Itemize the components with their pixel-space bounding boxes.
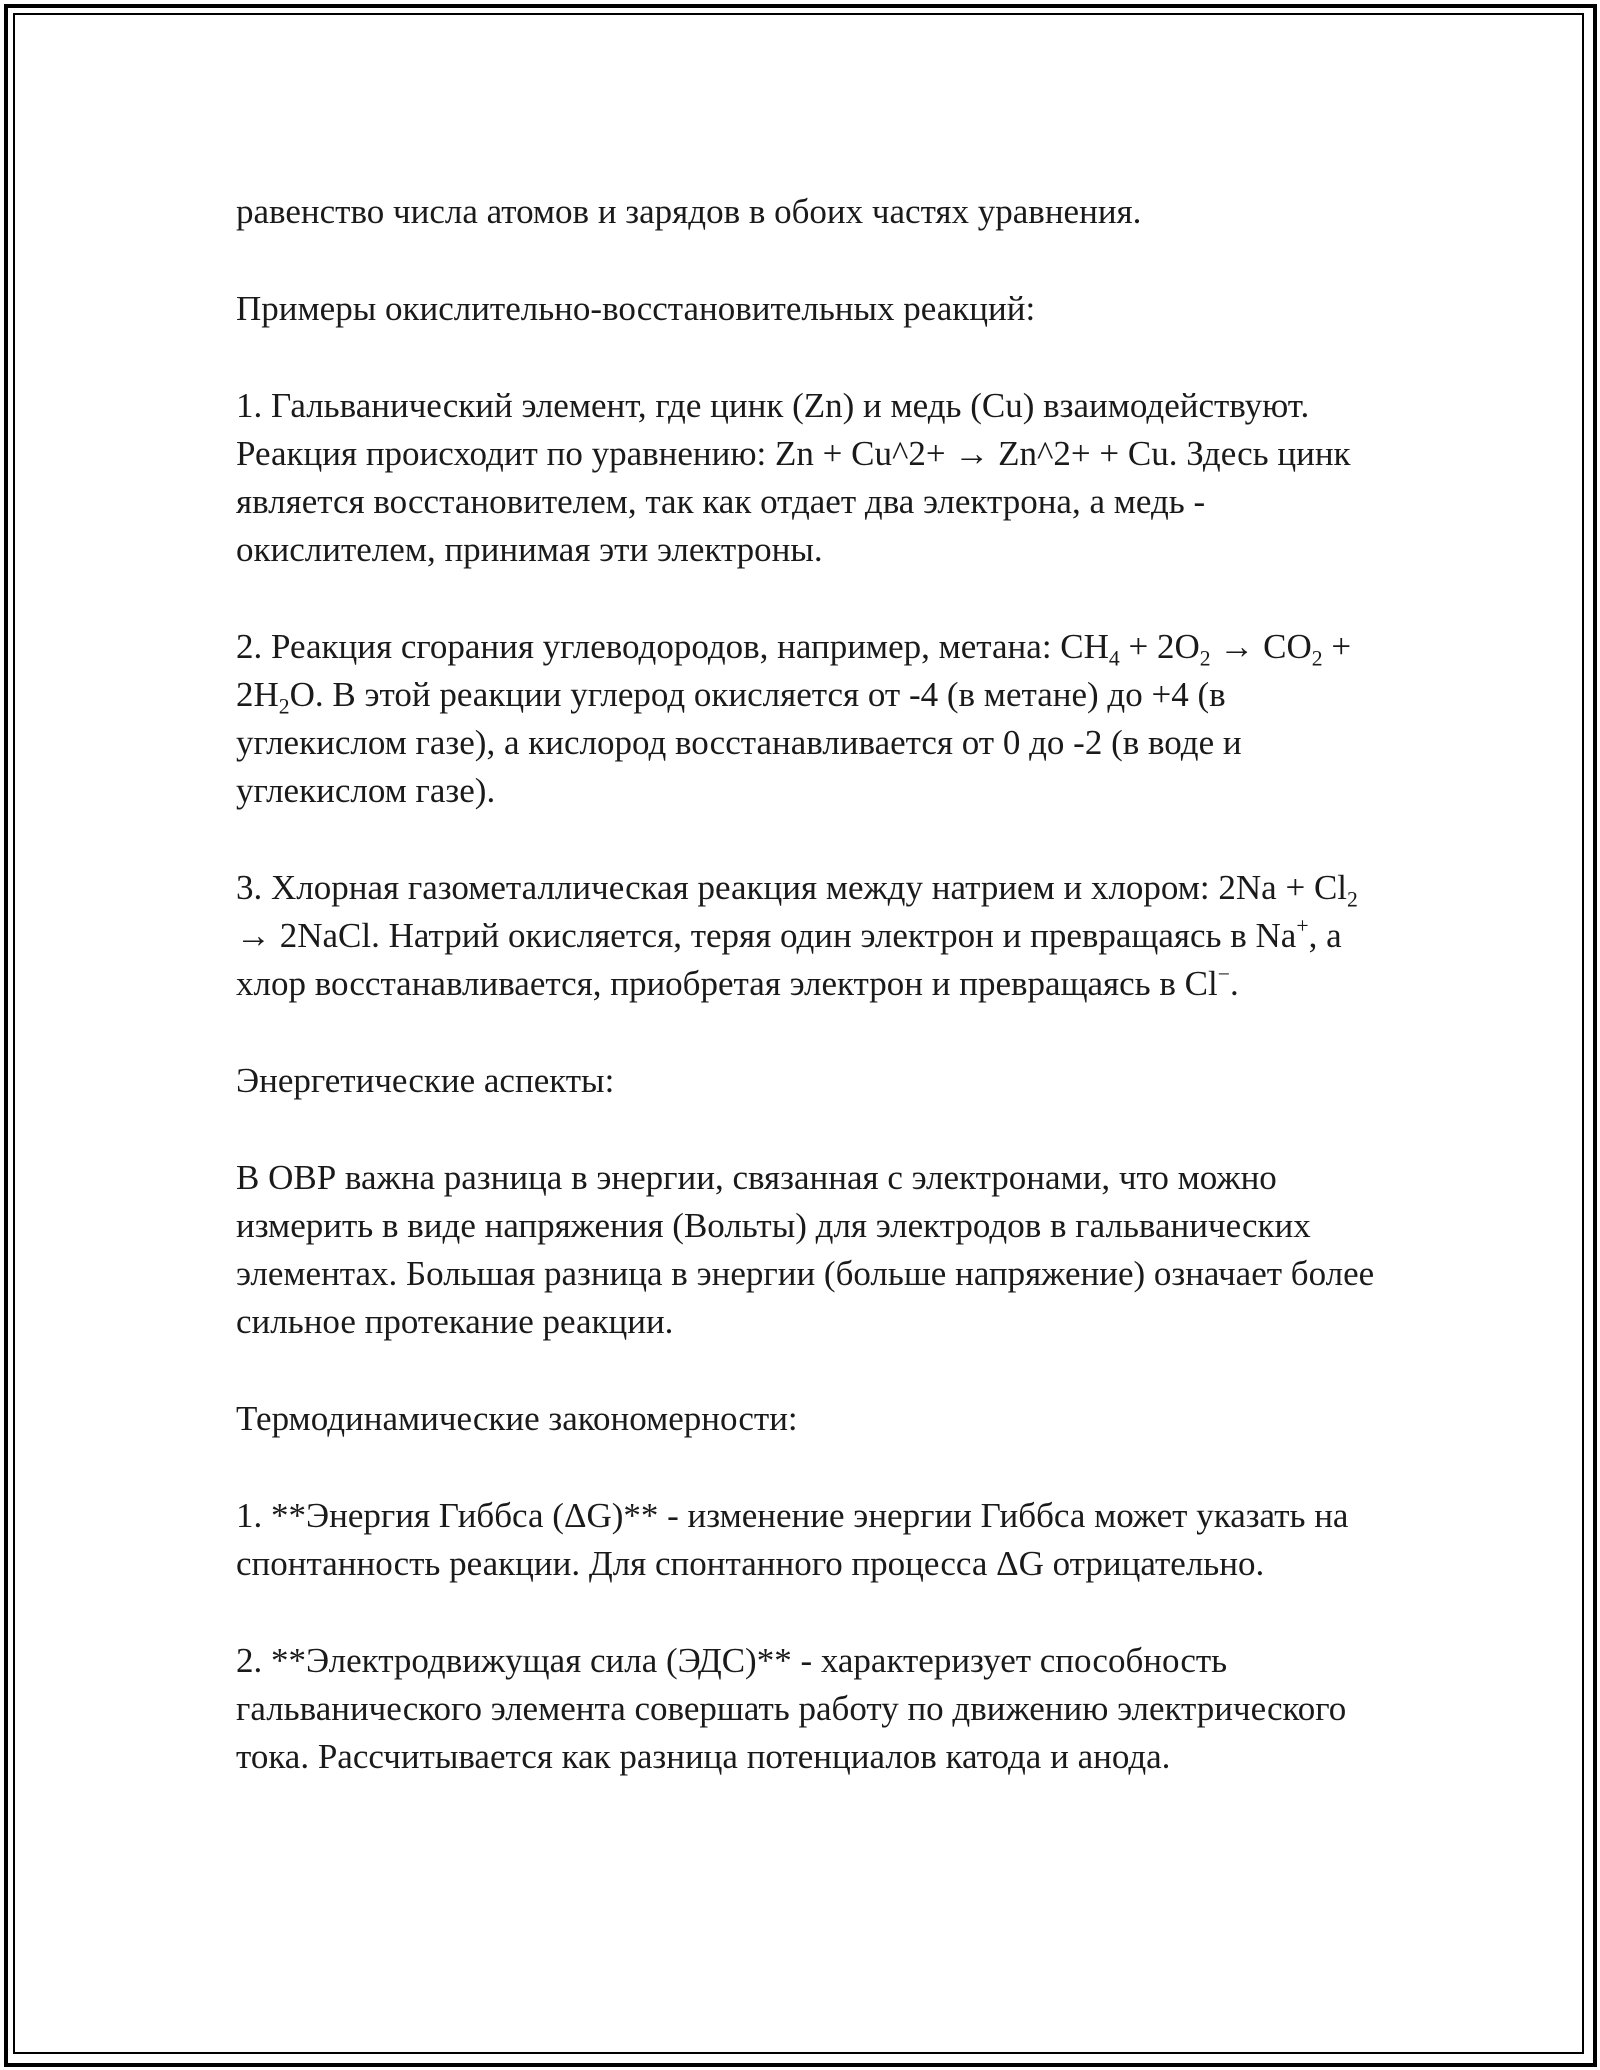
superscript: − <box>1217 961 1230 986</box>
paragraph-energy: В ОВР важна разница в энергии, связанная с электронами, что можно измерить в виде напряжения (Вольты) для электродов в гальванических элементах. Большая разница в энергии (больше напряжение) означает более сильное протекание реакции. <box>236 1158 1375 1341</box>
subscript: 2 <box>1311 646 1323 671</box>
subscript: 2 <box>1199 646 1211 671</box>
subscript: 4 <box>1108 646 1120 671</box>
example-methane-combustion: 2. Реакция сгорания углеводородов, например, метана: $CH_4 + 2O_2 \to CO_2 + 2H_2O$. В этой реакции углерод окисляется от -4 (в метане) до +4 (в углекислом газе), а кислород восстанавливается от 0 до -2 (в воде и углекислом газе). <box>236 627 1352 810</box>
subscript: 2 <box>1347 887 1358 912</box>
item-gibbs-energy: 1. **Энергия Гиббса (ΔG)** - изменение энергии Гиббса может указать на спонтанность реакции. Для спонтанного процесса ΔG отрицательно. <box>236 1496 1349 1583</box>
paragraph-continuation: равенство числа атомов и зарядов в обоих частях уравнения. <box>236 192 1142 231</box>
heading-thermodynamics: Термодинамические закономерности: <box>236 1399 798 1438</box>
superscript: + <box>1296 913 1309 938</box>
subscript: 2 <box>278 694 290 719</box>
example-sodium-chlorine: 3. Хлорная газометаллическая реакция между натрием и хлором: $2Na + Cl_2$ → 2NaCl. Натрий окисляется, теряя один электрон и превращаясь в Na+, а хлор восстанавливается, приобретая электрон и превращаясь в Cl−. <box>236 868 1358 1003</box>
heading-redox-examples: Примеры окислительно-восстановительных реакций: <box>236 289 1036 328</box>
document-body <box>236 188 1386 1781</box>
item-emf: 2. **Электродвижущая сила (ЭДС)** - характеризует способность гальванического элемента совершать работу по движению электрического тока. Рассчитывается как разница потенциалов катода и анода. <box>236 1641 1347 1776</box>
example-galvanic-cell: 1. Гальванический элемент, где цинк (Zn) и медь (Cu) взаимодействуют. Реакция происходит по уравнению: Zn + Cu^2+ → Zn^2+ + Cu. Здесь цинк является восстановителем, так как отдает два электрона, а медь - окислителем, принимая эти электроны. <box>236 386 1351 569</box>
heading-energy-aspects: Энергетические аспекты: <box>236 1061 615 1100</box>
